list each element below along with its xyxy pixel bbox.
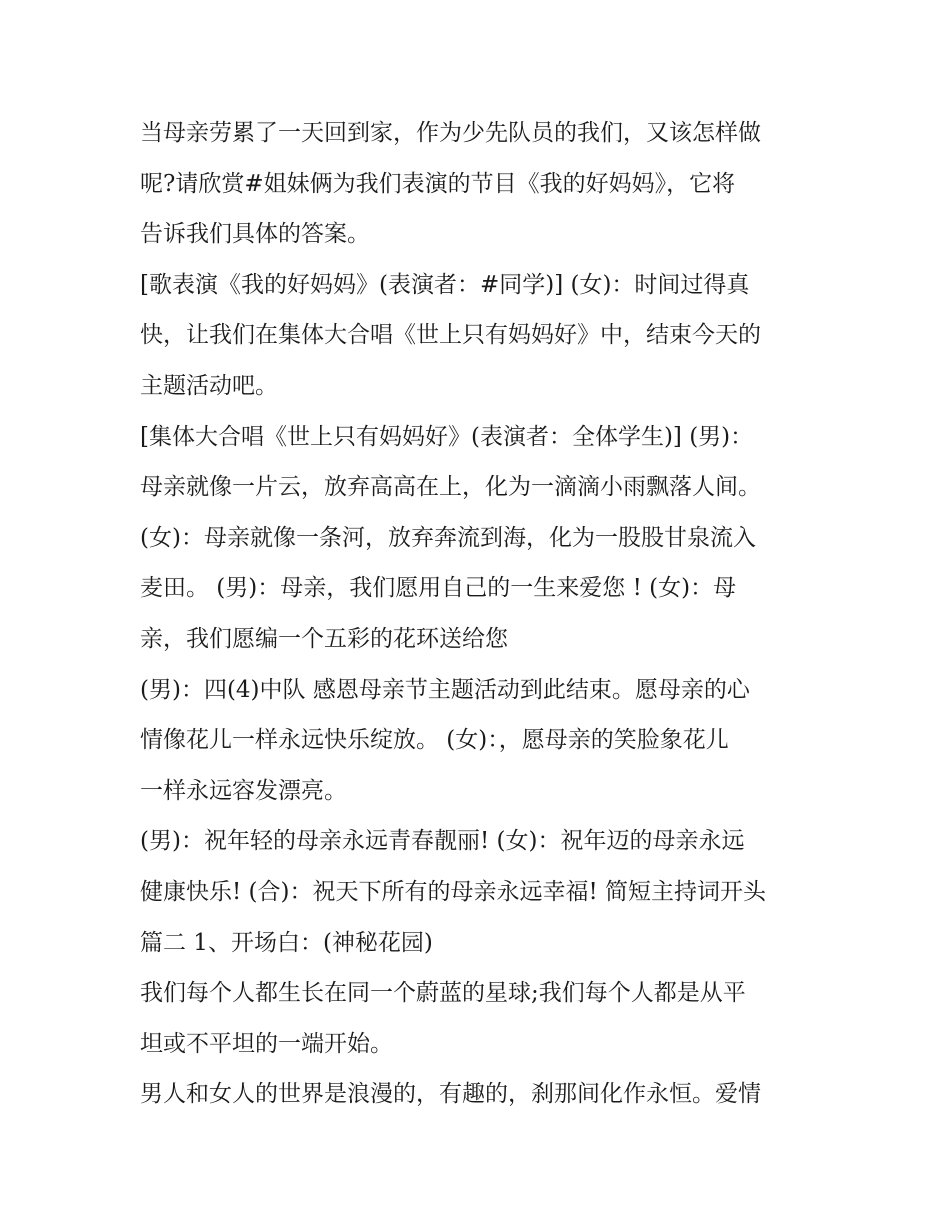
text-line: 健康快乐! (合)：祝天下所有的母亲永远幸福! 简短主持词开头 (140, 878, 767, 905)
text-line: 情像花儿一样永远快乐绽放。 (女)：，愿母亲的笑脸象花儿 (140, 727, 729, 754)
text-line: [歌表演《我的好妈妈》(表演者：#同学)] (女)：时间过得真 (140, 271, 750, 298)
text-line: 一样永远容发漂亮。 (140, 777, 347, 804)
text-line: 坦或不平坦的一端开始。 (140, 1030, 393, 1057)
text-line: 麦田。 (男)：母亲，我们愿用自己的一生来爱您 ! (女)：母 (140, 575, 737, 602)
text-line: 亲，我们愿编一个五彩的花环送给您 (140, 625, 508, 652)
text-line: 快，让我们在集体大合唱《世上只有妈妈好》中，结束今天的 (140, 322, 761, 349)
document-body (140, 108, 820, 1120)
text-line: 呢?请欣赏#姐妹俩为我们表演的节目《我的好妈妈》，它将 (140, 170, 736, 197)
text-line: (女)：母亲就像一条河，放弃奔流到海，化为一股股甘泉流入 (140, 524, 756, 551)
text-line: 男人和女人的世界是浪漫的，有趣的，刹那间化作永恒。爱情 (140, 1081, 761, 1108)
text-line: [集体大合唱《世上只有妈妈好》(表演者：全体学生)] (男)： (140, 423, 754, 450)
text-line: 我们每个人都生长在同一个蔚蓝的星球;我们每个人都是从平 (140, 980, 746, 1007)
text-line: 告诉我们具体的答案。 (140, 221, 370, 248)
text-line: 当母亲劳累了一天回到家，作为少先队员的我们，又该怎样做 (140, 120, 761, 146)
text-line: 篇二 1、开场白：(神秘花园) (140, 929, 433, 956)
text-line: 母亲就像一片云，放弃高高在上，化为一滴滴小雨飘落人间。 (140, 474, 761, 501)
text-line: (男)：祝年轻的母亲永远青春靓丽! (女)：祝年迈的母亲永远 (140, 828, 745, 855)
text-line: (男)：四(4)中队 感恩母亲节主题活动到此结束。愿母亲的心 (140, 676, 750, 703)
text-line: 主题活动吧。 (140, 372, 278, 399)
